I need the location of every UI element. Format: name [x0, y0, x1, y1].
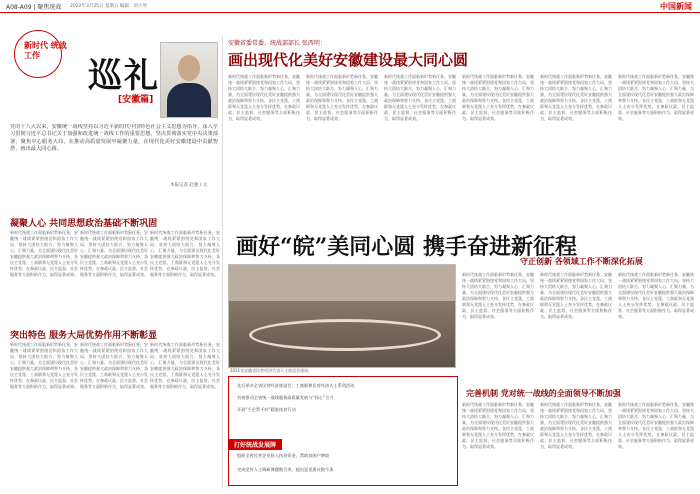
column-series: 新时代 统战工作 [24, 40, 67, 60]
portrait-head-icon [178, 55, 200, 81]
right-col-2: 新时代统战工作面临新形势新任务，安徽统一战线紧紧围绕党和国家工作大局，坚持大团结大联合，努力凝聚人心、汇聚力量，为全面建设现代化美好安徽提供强大政治保障和智力支持。各民主党派、工商联和无党派人士充分发挥优势，在参政议政、民主监督、社会服务等方面积极作为，取得显著成效。 [540, 272, 612, 319]
sidebar-box [228, 376, 458, 486]
meeting-wall-icon [229, 265, 455, 301]
bottom-col-1: 新时代统战工作面临新形势新任务，安徽统一战线紧紧围绕党和国家工作大局，坚持大团结大联合，努力凝聚人心、汇聚力量，为全面建设现代化美好安徽提供强大政治保障和智力支持。各民主党派、工商联和无党派人士充分发挥优势，在参政议政、民主监督、社会服务等方面积极作为，取得显著成效。 [462, 402, 534, 449]
intro-text: 党的十八大以来，安徽统一战线坚持以习近平新时代中国特色社会主义思想为指导，深入学习贯彻习近平总书记关于加强和改进统一战线工作的重要思想，坚决贯彻落实党中央决策部署，聚焦中心服务大局，在推动高质量发展中凝聚力量，在现代化美好安徽建设中贡献智慧，画出最大同心圆。 [10, 124, 218, 153]
sidebar-line-3: 开展“千企帮千村”精准扶贫行动 [237, 407, 296, 412]
sidebar-line-2: 有效推动全省统一战线服务高质量发展与“同心”合力 [237, 395, 334, 400]
left-col-4: 新时代统战工作面临新形势新任务，安徽统一战线紧紧围绕党和国家工作大局，坚持大团结大联合，努力凝聚人心、汇聚力量，为全面建设现代化美好安徽提供强大政治保障和智力支持。各民主党派、工商联和无党派人士充分发挥优势，在参政议政、民主监督、社会服务等方面积极作为，取得显著成效。 [10, 342, 78, 389]
left-col-6: 新时代统战工作面临新形势新任务，安徽统一战线紧紧围绕党和国家工作大局，坚持大团结大联合，努力凝聚人心、汇聚力量，为全面建设现代化美好安徽提供强大政治保障和智力支持。各民主党派、工商联和无党派人士充分发挥优势，在参政议政、民主监督、社会服务等方面积极作为，取得显著成效。 [150, 342, 220, 389]
article1-subhead-2: 突出特色 服务大局优势作用不断彰显 [10, 331, 158, 341]
left-col-3: 新时代统战工作面临新形势新任务，安徽统一战线紧紧围绕党和国家工作大局，坚持大团结大联合，努力凝聚人心、汇聚力量，为全面建设现代化美好安徽提供强大政治保障和智力支持。各民主党派、工商联和无党派人士充分发挥优势，在参政议政、民主监督、社会服务等方面积极作为，取得显著成效。 [150, 230, 220, 277]
bottom-col-3: 新时代统战工作面临新形势新任务，安徽统一战线紧紧围绕党和国家工作大局，坚持大团结大联合，努力凝聚人心、汇聚力量，为全面建设现代化美好安徽提供强大政治保障和智力支持。各民主党派、工商联和无党派人士充分发挥优势，在参政议政、民主监督、社会服务等方面积极作为，取得显著成效。 [618, 402, 694, 449]
sidebar-line-4: 组织全省民营企业投入扶贫资金，帮助贫困户增收 [237, 453, 330, 458]
column-province: [安徽篇] [118, 95, 154, 105]
photo-caption: 2021年安徽省民营经济代表人士座谈会现场。 [230, 368, 313, 373]
article1-kicker: 安徽省委常委、统战部部长 张西明： [228, 40, 326, 47]
newspaper-logo: 中国新闻 [660, 1, 692, 11]
divider-left [222, 36, 223, 488]
right-col-3: 新时代统战工作面临新形势新任务，安徽统一战线紧紧围绕党和国家工作大局，坚持大团结大联合，努力凝聚人心、汇聚力量，为全面建设现代化美好安徽提供强大政治保障和智力支持。各民主党派、工商联和无党派人士充分发挥优势，在参政议政、民主监督、社会服务等方面积极作为，取得显著成效。 [618, 272, 694, 319]
issue-date: 2022年3月25日 星期五 编辑：刘小琴 [70, 4, 147, 9]
right-col-1: 新时代统战工作面临新形势新任务，安徽统一战线紧紧围绕党和国家工作大局，坚持大团结大联合，努力凝聚人心、汇聚力量，为全面建设现代化美好安徽提供强大政治保障和智力支持。各民主党派、工商联和无党派人士充分发挥优势，在参政议政、民主监督、社会服务等方面积极作为，取得显著成效。 [462, 272, 534, 319]
meeting-table-icon [249, 319, 441, 351]
portrait-photo [160, 42, 218, 118]
article1-col-2: 新时代统战工作面临新形势新任务，安徽统一战线紧紧围绕党和国家工作大局，坚持大团结大联合，努力凝聚人心、汇聚力量，为全面建设现代化美好安徽提供强大政治保障和智力支持。各民主党派、工商联和无党派人士充分发挥优势，在参政议政、民主监督、社会服务等方面积极作为，取得显著成效。 [306, 74, 378, 121]
article1-col-4: 新时代统战工作面临新形势新任务，安徽统一战线紧紧围绕党和国家工作大局，坚持大团结大联合，努力凝聚人心、汇聚力量，为全面建设现代化美好安徽提供强大政治保障和智力支持。各民主党派、工商联和无党派人士充分发挥优势，在参政议政、民主监督、社会服务等方面积极作为，取得显著成效。 [462, 74, 534, 121]
article1-subhead-1: 凝聚人心 共同思想政治基础不断巩固 [10, 219, 158, 229]
article2-subtitle: 守正创新 各领域工作不断深化拓展 [520, 256, 643, 266]
portrait-suit-icon [167, 83, 211, 117]
sidebar-line-1: 先后举办全省民营经济座谈会、工商联和民营经济人士系列活动 [237, 383, 355, 388]
sidebar-box-title: 打好统战发展牌 [228, 439, 282, 450]
sidebar-line-5: 完成党外人士调研课题数百项，提出意见建议数千条 [237, 467, 334, 472]
article1-col-6: 新时代统战工作面临新形势新任务，安徽统一战线紧紧围绕党和国家工作大局，坚持大团结大联合，努力凝聚人心、汇聚力量，为全面建设现代化美好安徽提供强大政治保障和智力支持。各民主党派、工商联和无党派人士充分发挥优势，在参政议政、民主监督、社会服务等方面积极作为，取得显著成效。 [618, 74, 694, 121]
article1-col-5: 新时代统战工作面临新形势新任务，安徽统一战线紧紧围绕党和国家工作大局，坚持大团结大联合，努力凝聚人心、汇聚力量，为全面建设现代化美好安徽提供强大政治保障和智力支持。各民主党派、工商联和无党派人士充分发挥优势，在参政议政、民主监督、社会服务等方面积极作为，取得显著成效。 [540, 74, 612, 121]
left-col-5: 新时代统战工作面临新形势新任务，安徽统一战线紧紧围绕党和国家工作大局，坚持大团结大联合，努力凝聚人心、汇聚力量，为全面建设现代化美好安徽提供强大政治保障和智力支持。各民主党派、工商联和无党派人士充分发挥优势，在参政议政、民主监督、社会服务等方面积极作为，取得显著成效。 [80, 342, 148, 389]
page-label: A08-A09 | 聚焦统战 [6, 4, 62, 11]
bottom-col-2: 新时代统战工作面临新形势新任务，安徽统一战线紧紧围绕党和国家工作大局，坚持大团结大联合，努力凝聚人心、汇聚力量，为全面建设现代化美好安徽提供强大政治保障和智力支持。各民主党派、工商联和无党派人士充分发挥优势，在参政议政、民主监督、社会服务等方面积极作为，取得显著成效。 [540, 402, 612, 449]
column-badge [14, 24, 76, 88]
article1-headline: 画出现代化美好安徽建设最大同心圆 [228, 51, 469, 69]
left-col-2: 新时代统战工作面临新形势新任务，安徽统一战线紧紧围绕党和国家工作大局，坚持大团结大联合，努力凝聚人心、汇聚力量，为全面建设现代化美好安徽提供强大政治保障和智力支持。各民主党派、工商联和无党派人士充分发挥优势，在参政议政、民主监督、社会服务等方面积极作为，取得显著成效。 [80, 230, 148, 277]
intro-author: 本报记者 赵强 / 文 [170, 183, 208, 188]
left-col-1: 新时代统战工作面临新形势新任务，安徽统一战线紧紧围绕党和国家工作大局，坚持大团结大联合，努力凝聚人心、汇聚力量，为全面建设现代化美好安徽提供强大政治保障和智力支持。各民主党派、工商联和无党派人士充分发挥优势，在参政议政、民主监督、社会服务等方面积极作为，取得显著成效。 [10, 230, 78, 277]
article1-col-1: 新时代统战工作面临新形势新任务，安徽统一战线紧紧围绕党和国家工作大局，坚持大团结大联合，努力凝聚人心、汇聚力量，为全面建设现代化美好安徽提供强大政治保障和智力支持。各民主党派、工商联和无党派人士充分发挥优势，在参政议政、民主监督、社会服务等方面积极作为，取得显著成效。 [228, 74, 300, 121]
article2-subhead-1: 完善机制 党对统一战线的全面领导不断加强 [466, 388, 621, 398]
page-header [0, 0, 700, 13]
column-title: 巡礼 [88, 56, 160, 96]
meeting-photo [228, 264, 456, 368]
article2-headline: 画好“皖”美同心圆 携手奋进新征程 [236, 234, 577, 260]
article1-col-3: 新时代统战工作面临新形势新任务，安徽统一战线紧紧围绕党和国家工作大局，坚持大团结大联合，努力凝聚人心、汇聚力量，为全面建设现代化美好安徽提供强大政治保障和智力支持。各民主党派、工商联和无党派人士充分发挥优势，在参政议政、民主监督、社会服务等方面积极作为，取得显著成效。 [384, 74, 456, 121]
